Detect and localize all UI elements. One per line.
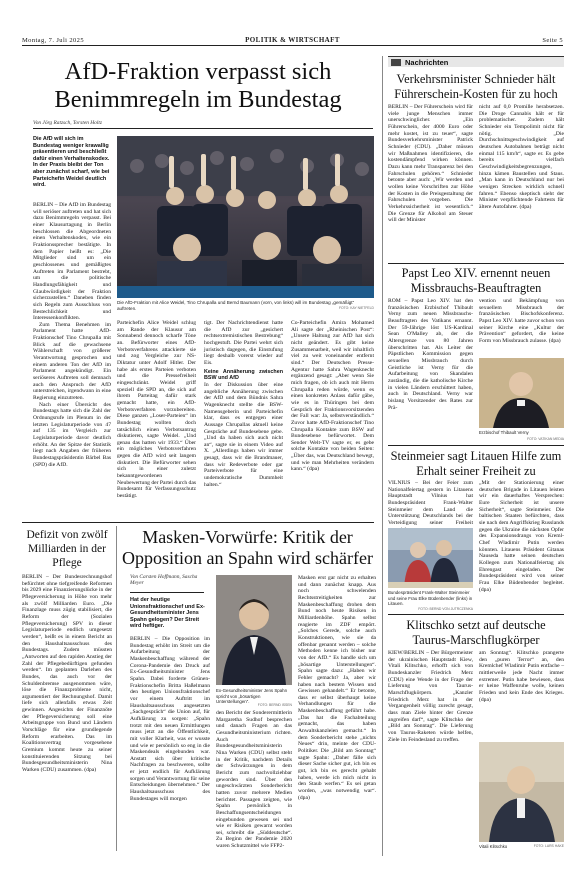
klitschko-photo (479, 742, 564, 842)
news3-headline: Steinmeier sagt Litauen Hilfe zum Erhalt seiner Freiheit zu (390, 449, 562, 478)
news1-col1-text: BERLIN – Der Führerschein wird für viele junge Menschen immer unerschwinglicher. „Ein Führerschein, der 4000 Euro oder mehr kostet, ist zu teuer“, sagte Bundesverkehrsminister Patrick Schnieder (CDU). „Daher müssen wir Maßnahmen identifizieren, die kostendämpfend wirken können. Dazu kann mehr Transparenz bei den Fahrschulen gehören.“ Schnieder betonte aber auch: „Wir werden und wollen keine Vorschriften zur Höhe der Kosten in die Preisgestaltung der Fahrschulen vorgeben. Die Verkehrssicherheit ist wesentlich.“ Die Grenze für Alkohol am Steuer will der Minister (388, 104, 473, 224)
masken-col2-text: den Bericht der Sonderermittlerin Margaretha Sudhof besprechen und danach Fragen an das Gesundheitsministerium richten. Auch Bundesgesundheitsministerin Nina Warken (CDU) selbst steht in der Kritik, nachdem Details der Schwärzungen in dem Bericht zum nachvollziehbar geworden sind. Über den ungeschwärzten Sonderbericht hatten zuvor mehrere Medien berichtet. Passagen zeigten, wie Spahn persönlich in Beschaffungsentscheidungen eingebunden gewesen sei und wie er Risiken gewarnt worden sei, schreibt die „Süddeutsche“. Zu Beginn der Pandemie 2020 waren Schutzmittel wie FFP2- (216, 710, 292, 850)
pflege-divider (116, 526, 117, 851)
steinmeier-credit (388, 606, 473, 613)
main-col3-text-a: tigt. Der Nachrichtendienst hatte die AfD zur „gesichert rechtsextremistischen Bestrebung“ hochgestuft. Die Partei wehrt sich juristisch dagegen, die Einstufung liegt deshalb vorerst wieder auf Eis. (204, 320, 283, 366)
klitschko-credit: FOTO: LARS HAKE (533, 844, 564, 848)
header-rule (22, 45, 563, 46)
pflege-headline: Defizit von zwölf Milliarden in der Pflege (26, 529, 108, 569)
spahn-photo (216, 575, 292, 685)
news3-col1 (388, 480, 473, 526)
main-photo-caption (117, 300, 374, 311)
news1-col1 (388, 104, 473, 262)
news1-rule (388, 263, 564, 264)
news-icon (391, 59, 401, 66)
bundestag-photo-illustration (117, 136, 374, 298)
page-number: Seite 5 (542, 37, 563, 44)
section-title: POLITIK & WIRTSCHAFT (245, 36, 340, 44)
steinmeier-credit-text: FOTO: BERND VON JUTRCZENKA (418, 607, 473, 611)
klitschko-caption (479, 844, 564, 850)
pflege-text (22, 574, 112, 849)
main-caption-credit: FOTO: KAY NIETFELD (338, 305, 374, 310)
issue-date: Montag, 7. Juli 2025 (22, 37, 84, 44)
verny-credit-text: FOTO: VATIKAN MEDIA (527, 437, 564, 441)
steinmeier-caption-text: Bundespräsident Frank-Walter Steinmeier und seine Frau Elke Büdenbender (links) in Litauen. (388, 590, 473, 607)
news2-col1 (388, 298, 473, 438)
masken-col1 (130, 636, 210, 856)
verny-caption (479, 430, 564, 436)
news4-col1 (388, 650, 473, 860)
spahn-caption-text: Ex-Gesundheitsminister Jens Spahn spricht von „bösartigen Unterstellungen“. (216, 688, 288, 705)
verny-portrait (479, 358, 564, 428)
news1-headline: Verkehrsminister Schnieder hält Führerschein-Kosten für zu hoch (394, 72, 558, 101)
masken-byline: Von Carsten Hoffmann, Sascha Meyer (130, 574, 198, 586)
steinmeier-caption (388, 590, 473, 607)
verny-photo (479, 358, 564, 428)
spahn-portrait (216, 575, 292, 685)
main-col2 (117, 320, 196, 520)
column-divider (382, 56, 383, 856)
masken-col2 (216, 710, 292, 856)
news1-col2-text: nicht auf 0,0 Promille herabsetzen. Die Droge Cannabis hält er für problematischer. Zudem hält Schnieder ein Tempolimit nicht für nötig. „Die Durchschnittsgeschwindigkeit auf deutschen Autobahnen beträgt nicht einmal 115 km/h“, sagte er. Es gebe bereits vielfach Geschwindigkeitsbegrenzungen, hinzu kämen Baustellen und Staus. „Man kann in Deutschland nur bei wenigen Strecken wirklich schnell fahren.“ Ebenso skeptisch sieht der Minister verpflichtende Fahrtests für ältere Autofahrer. (dpa) (479, 104, 564, 210)
news3-col2-text: „Mit der Stationierung einer deutschen Brigade in Litauen leisten wir ein dauerhaftes Versprechen: Eure Sicherheit ist unsere Sicherheit“, sagte Steinmeier. Die baltischen Staaten befürchten, dass sie nach dem Angriffskrieg Russlands gegen die Ukraine die nächsten Opfer des Expansionsdrangs von Kreml-Chef Wladimir Putin werden könnten. Litauens Präsident Gitanas Nauseda hatte seinen deutschen Kollegen zum Nationalfeiertag als Ehrengast eingeladen. Der Bundespräsident wird von seiner Frau Elke Büdenbender begleitet. (dpa) (479, 480, 564, 593)
news1-col2 (479, 104, 564, 262)
masken-lead: Hat der heutige Unionsfraktionschef und Ex-Gesundheitsminister Jens Spahn gelogen? Der Streit wird heftiger. (130, 597, 205, 630)
klitschko-caption-text: Vitali Klitschko (479, 844, 508, 849)
news-label: Nachrichten (405, 58, 449, 67)
verny-caption-text: Erzbischof Thibault Verny (479, 430, 529, 435)
news4-col2-text: am Sonntag“. Klitschko prangerte den „puren Terror“ an, den Kremlchef Wladimir Putin entfache – mittlerweile jede Nacht immer extremer. Putin habe bewiesen, dass er keine Waffenruhe wolle, keinen Frieden und kein Ende des Krieges. (dpa) (479, 650, 564, 703)
news4-col2 (479, 650, 564, 736)
news2-col1-text: ROM – Papst Leo XIV. hat den französischen Erzbischof Thibault Verny zum neuen Missbrauchs-Beauftragten des Vatikans ernannt. Der 59-Jährige löst US-Kardinal Sean O'Malley ab, der die Altersgrenze von 80 Jahren überschritten hat. Als Leiter der Päpstlichen Kommission gegen sexuellen Missbrauch durch Geistliche ist Verny für die Aufarbeitung von Skandalen zuständig, die die katholische Kirche in vielen Ländern erschüttert haben, auch in Deutschland. Verny war bislang Vorsitzender des Rates zur Prä- (388, 298, 473, 411)
main-headline: AfD-Fraktion verpasst sich Benimmregeln im Bundestag (54, 58, 342, 113)
news3-col1-text: VILNIUS – Bei der Feier zum Nationalfeiertag gestern in Litauens Hauptstadt Vilnius hat Bundespräsident Frank-Walter Steinmeier dem Land die Unterstützung Deutschlands bei der Verteidigung seiner Freiheit (388, 480, 473, 526)
news4-headline: Klitschko setzt auf deutsche Taurus-Marschflugkörper (406, 618, 546, 647)
main-col4-text: Co-Parteichefin Amira Mohamed Ali sagte der „Rheinischen Post“: „Unsere Haltung zur AfD hat sich nicht geändert. Es gibt keine Zusammenarbeit, weil wir inhaltlich viel zu weit voneinander entfernt sind.“ Der Deutschen Presse-Agentur hatte Sahra Wagenknecht ergänzend gesagt: „Aber wenn Sie mich fragen, ob ich auch mit Herrn Chrupalla reden würde, wenn es einen konkreten Anlass dafür gäbe, wie es in Thüringen bei dem Gespräch der Fraktionsvorsitzenden der Fall war: Ja, selbstverständlich.“ Zuvor hatte AfD-Fraktionschef Tino Chrupalla Kontakte zum BSW auf Bundesebene befürwortet. Dem Sender Welt-TV sagte er, es gebe solche Kontakte von beiden Seiten: „Über das, was Deutschland bewegt, und wie man Mehrheiten verändern kann.“ (dpa) (291, 320, 374, 473)
pflege-text-body: BERLIN – Der Bundesrechnungshof befürchtet ohne tiefgreifende Reformen bis 2029 eine Finanzierungslücke in der Pflegeversicherung in Höhe von mehr als zwölf Milliarden Euro. „Die Finanzlage muss zügig stabilisiert, die Reform der (Sozialen Pflegeversicherung) SPV in dieser Legislaturperiode endlich umgesetzt werden“, heißt es in einem Bericht an den Haushaltsausschuss des Bundestags. Zudem müssten „Antworten auf den rapiden Anstieg der Zahl der Pflegebedürftigen gefunden werden“. Im geplanten Darlehen des Bundes, das auch vor der Schuldenbremse ausgenommen wäre, löse die Finanzprobleme nicht, argumentiert der Rechnungshof. Damit liefe sich allenfalls etwas Zeit gewinnen. Angesichts der Finanznöte der Pflegeversicherung soll eine Arbeitsgruppe von Bund und Ländern Vorschläge für eine grundlegende Reform erarbeiten. Das im Koalitionsvertrag vorgesehene Gremium kommt heute zu seiner konstituierenden Sitzung bei Bundesgesundheitsministerin Nina Warken (CDU) zusammen. (dpa) (22, 574, 112, 774)
main-col4 (291, 320, 374, 520)
byline-rule (33, 128, 373, 129)
news2-headline: Papst Leo XIV. ernennt neuen Missbrauchs-Beauftragten (401, 266, 551, 295)
masken-col3-text: Masken erst gar nicht zu erhalten und dann zunächst knapp. Aus noch schwelenden Rechtsstreitigkeiten zur Maskenbeschaffung drohen dem Bund noch heute Risiken in Milliardenhöhe. Spahn selbst reagierte im ZDF empört. „Solches Gerede, solche auch Konstruktionen, wie sie da offenbar genannt werden – solche Methoden kenne ich bisher nur von der AfD.“ Es handle sich um „bösartige Unterstellungen“. Spahn sagte dazu: „Haben wir Fehler gemacht? Ja, aber wir haben nach bestem Wissen und Gewissen gehandelt.“ Er betonte, dass er selbst überhaupt keine Verhandlungen für die Maskenbeschaffung geführt habe. „Das hat die Fachabteilung gemacht, das haben Anwaltskanzleien gemacht.“ In dem Sonderbericht stehe „nichts Neues“ drin, meinte der CDU-Politiker. Die „Bild am Sonntag“ sagte Spahn: „Daher fälle sich dieser Sache sicher gut, ich bin es gut, ich bin es gerecht gehabt haben, werde ich mich nicht in den Staub werfen.“ Es sei getan worden, „was notwendig war“. (dpa) (298, 575, 376, 801)
masken-byline-rule (130, 592, 204, 593)
main-caption-text: Die AfD-Fraktion mit Alice Weidel, Tino Chrupalla und Bernd Baumann (vorn, von links) will im Bundestag „gemäßigt“ auftreten. (117, 300, 355, 311)
steinmeier-portrait (388, 528, 473, 588)
main-col3-text-b: In der Diskussion über eine angebliche Annäherung zwischen der AfD und dem Bündnis Sahra Wagenknecht stellte die BSW-Namensgeberin und Parteichefin klar, dass es entgegen einer Aussage Chrupallas aktuell keine Gespräche auf Bundesebene gebe. „Und da haben sich auch nicht an“, sagte sie in einem Video auf X. „Allerdings haben wir immer gesagt, dass wir die Brandmauer, dass wir Redeverbote oder gar Parteiverbote für eine undemokratische Dummheit halten.“ (204, 381, 283, 488)
verny-credit (479, 436, 564, 443)
main-col1 (33, 202, 111, 520)
main-bottom-rule (22, 522, 374, 523)
main-byline: Von Jörg Ratzsch, Torsten Holtz (33, 120, 102, 126)
news4-col1-text: KIEW/BERLIN – Der Bürgermeister der ukrainischen Hauptstadt Kiew, Vitali Klitschko, erhofft sich von Bundeskanzler Friedrich Merz (CDU) eine Wende in der Frage der Lieferung von Taurus-Marschflugkörpern. „Kanzler Friedrich Merz hat in der Vergangenheit völlig zurecht gesagt, dass man Ziele hinter der Grenze angreifen darf“, sagte Klitschko der „Bild am Sonntag“. Die Lieferung von Taurus-Raketen würde helfen, Ziele im Feindesland zu treffen. (388, 650, 473, 743)
steinmeier-photo (388, 528, 473, 588)
masken-headline: Masken-Vorwürfe: Kritik der Opposition an Spahn wird schärfer (122, 527, 373, 568)
masken-col1-text: BERLIN – Die Opposition im Bundestag erhöht im Streit um die Aufarbeitung der Maskenbeschaffung während der Corona-Pandemie den Druck auf Ex-Gesundheitsminister Jens Spahn. Dabei forderte Grünen-Fraktionschefin Britta Haßelmann den heutigen Unionsfraktionschef vor einem Auftritt im Haushaltsausschuss angesetzten „Sachgespräch“ die Union auf, für Aufklärung zu sorgen: „Spahn trotzt mit den neuen Ermittlungen muss jetzt an die Öffentlichkeit, mit voller Klarheit, was er wusste und wie er persönlich so eng in die Maskendeals eingebunden war. Anstatt sich über kritische Nachfragen zu beschweren, sollte er jetzt endlich für Aufklärung sorgen und Verantwortung für seine Entscheidungen übernehmen.“ Der Haushaltsausschuss des Bundestages will morgen (130, 636, 210, 802)
klitschko-portrait (479, 742, 564, 842)
news2-col2 (479, 298, 564, 356)
news3-rule (388, 614, 564, 615)
main-photo (117, 136, 374, 298)
news2-col2-text: vention und Bekämpfung von sexuellem Missbrauch der französischen Bischofskonferenz. Papst Leo XIV. hatte zuvor schon von seiner Kirche eine „Kultur der Prävention“ gefordert, die keine Form von Missbrauch zulasse. (dpa) (479, 298, 564, 344)
main-col1-p1: BERLIN – Die AfD im Bundestag will seriöser auftreten und hat sich dazu Benimmregeln verpasst. Bei einer Klausurtagung in Berlin beschlossen die Abgeordneten einen Verhaltenskodex, wie ein Fraktionssprecher bestätigte. In dem Papier heißt es: „Die Mitglieder sind um ein geschlossenes und gemäßigtes Auftreten im Parlament bestrebt, um die politische Handlungsfähigkeit und Glaubwürdigkeit der Fraktion sicherzustellen.“ Daneben finden sich Regeln zum Ausschluss von Bestechlichkeit und Interessenkonflikten. (33, 202, 111, 322)
spahn-credit (216, 702, 292, 709)
masken-col3 (298, 575, 376, 856)
main-col1-p3: Nach einer Übersicht des Bundestags hatte sich die Zahl der Ordnungsrufe im Plenum in der letzten Legislaturperiode von 47 auf 135 im Vergleich zur Legislaturperiode davor deutlich erhöht. An der Spitze der Statistik liegt nach Angaben der früheren Bundestagspräsidentin Bärbel Bas (SPD) die AfD. (33, 401, 111, 468)
main-col2-text: Parteichefin Alice Weidel schlug am Rande der Klausur am Sonnabend dennoch scharfe Töne an. Befürworter eines AfD-Verbotsverfahrens attackierte sie und zog Vergleiche zur NS-Diktatur unter Adolf Hitler. Der habe als erstes Parteien verboten und die Pressefreiheit eingeschränkt. Weidel griff speziell die SPD an, die sich auf ihrem Parteitag dafür stark gemacht hatte, ein AfD-Verbotsverfahren vorzubereiten. Diese ganzen „Loser-Parteien“ im Bundestag wollten doch tatsächlich einen Verbotsantrag diskutieren, sagte Weidel. „Und genau das hatten wir 1933.“ Über ein mögliches Verbotsverfahren gegen die AfD wird seit langem diskutiert. Die Befürworter sehen sich in einer zuletzt bekanntgewordenen Neubewertung der Partei durch das Bundesamt für Verfassungsschutz bestätigt. (117, 320, 196, 500)
spahn-credit-text: FOTO: BERND ISSEN (257, 703, 292, 707)
main-col3 (204, 320, 283, 520)
main-lead: Die AfD will sich im Bundestag weniger krawallig präsentieren und beschließt dafür einen Verhaltenskodex. In der Praxis bleibt der Ton aber zunächst scharf, wie bei Parteichefin Weidel deutlich wird. (33, 136, 110, 189)
news2-rule (388, 445, 564, 446)
main-col3-subhead: Keine Annäherung zwischen BSW und AfD (204, 368, 283, 382)
news-label-bar (388, 56, 564, 67)
news3-col2 (479, 480, 564, 612)
main-col1-p2: Zum Thema Benehmen im Parlament hatte AfD-Fraktionschef Tino Chrupalla mit Blick auf die gewachsene Wählerschaft von größerer Verantwortung gesprochen und einem anderen Ton der AfD im Parlament angekündigt. Ein seriöseres Auftreten soll demnach auch den Anspruch der AfD unterstreichen, irgendwann in eine Regierung einzutreten. (33, 321, 111, 402)
